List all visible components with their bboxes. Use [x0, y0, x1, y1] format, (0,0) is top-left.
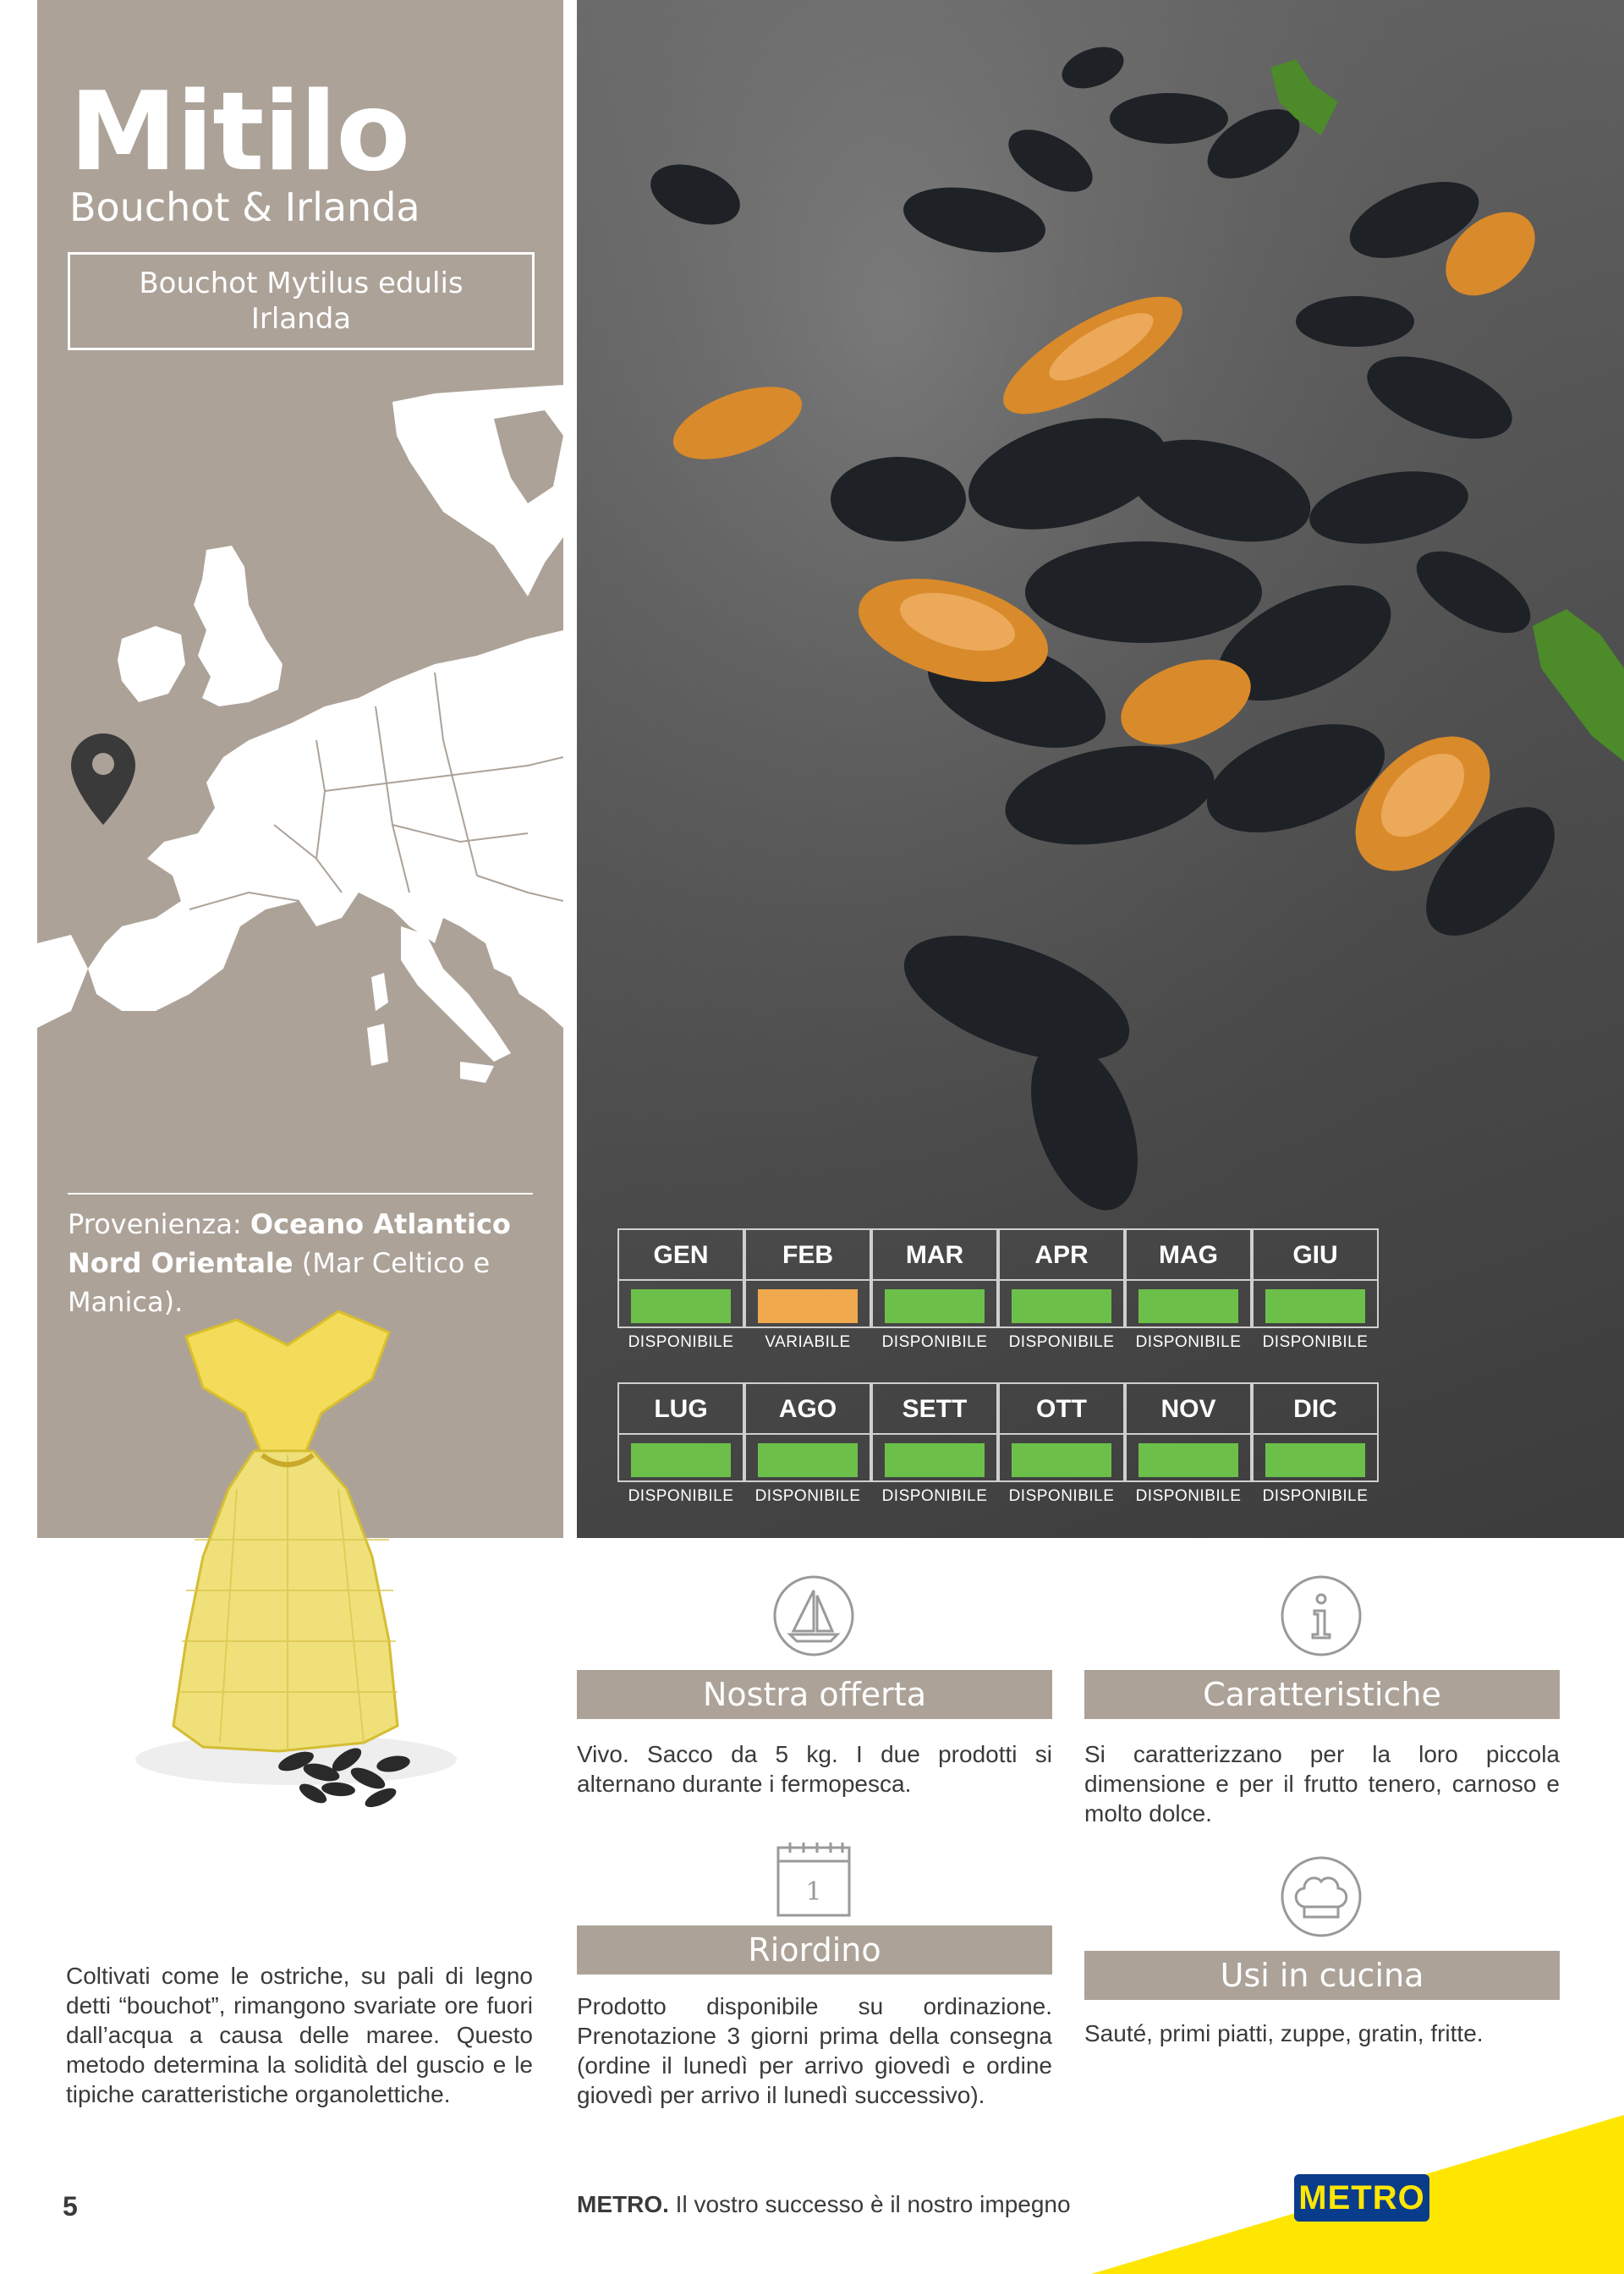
- availability-row-1: [617, 1228, 1380, 1351]
- month-cell: [617, 1228, 744, 1328]
- month-status: DISPONIBILE: [1008, 1487, 1115, 1505]
- section-title-riordino: Riordino: [577, 1925, 1052, 1975]
- availability-bar: [1138, 1443, 1238, 1477]
- footer-brand: METRO.: [577, 2191, 669, 2217]
- month-cell: [871, 1228, 998, 1328]
- sailboat-icon: [771, 1574, 856, 1658]
- metro-logo: METRO: [1294, 2174, 1429, 2222]
- month-status: DISPONIBILE: [1008, 1333, 1115, 1351]
- section-text-nostra-offerta: Vivo. Sacco da 5 kg. I due prodotti si alternano durante i fermopesca.: [577, 1741, 1052, 1797]
- month-status: DISPONIBILE: [881, 1333, 988, 1351]
- species-origin: Irlanda: [250, 302, 352, 336]
- calendar-day: 1: [805, 1877, 822, 1907]
- month-status: DISPONIBILE: [1262, 1333, 1369, 1351]
- info-icon: [1279, 1574, 1363, 1658]
- availability-bar: [631, 1443, 731, 1477]
- availability-bar: [1265, 1443, 1365, 1477]
- section-text-caratteristiche: Si caratterizzano per la loro piccola dimensione e per il frutto tenero, carnoso e molto dolce.: [1084, 1741, 1560, 1826]
- month-label: LUG: [619, 1384, 743, 1435]
- month-cell: [871, 1382, 998, 1482]
- provenance-label: Provenienza:: [68, 1208, 242, 1240]
- footer-slogan: [577, 2191, 1071, 2218]
- month-cell: [1252, 1228, 1379, 1328]
- month-label: DIC: [1254, 1384, 1377, 1435]
- month-status: DISPONIBILE: [881, 1487, 988, 1505]
- availability-bar: [1012, 1443, 1111, 1477]
- provenance-region: Oceano Atlantico Nord Orientale: [68, 1208, 511, 1279]
- month-cell: [998, 1382, 1125, 1482]
- month-status: DISPONIBILE: [1135, 1333, 1242, 1351]
- species-box: [68, 252, 535, 350]
- chef-hat-icon: [1279, 1854, 1363, 1939]
- availability-bar: [885, 1443, 985, 1477]
- month-label: FEB: [746, 1230, 870, 1281]
- footer-slogan-text: Il vostro successo è il nostro impegno: [675, 2191, 1071, 2217]
- month-label: NOV: [1127, 1384, 1250, 1435]
- availability-row-2: [617, 1382, 1380, 1505]
- availability-bar: [631, 1289, 731, 1323]
- divider: [68, 1193, 533, 1195]
- month-status: DISPONIBILE: [1135, 1487, 1242, 1505]
- section-title-caratteristiche: Caratteristiche: [1084, 1670, 1560, 1719]
- availability-bar: [1138, 1289, 1238, 1323]
- month-status: DISPONIBILE: [1262, 1487, 1369, 1505]
- availability-bar: [758, 1289, 858, 1323]
- month-label: MAR: [873, 1230, 996, 1281]
- section-text-usi-in-cucina: Sauté, primi piatti, zuppe, gratin, fritte.: [1084, 2020, 1484, 2046]
- section-title-nostra-offerta: Nostra offerta: [577, 1670, 1052, 1719]
- month-label: MAG: [1127, 1230, 1250, 1281]
- month-label: SETT: [873, 1384, 996, 1435]
- europe-map: [37, 385, 563, 1172]
- month-status: VARIABILE: [765, 1333, 851, 1351]
- availability-bar: [885, 1289, 985, 1323]
- month-label: OTT: [1000, 1384, 1123, 1435]
- mussel-sack-image: [93, 1286, 482, 1827]
- availability-bar: [1265, 1289, 1365, 1323]
- month-cell: [998, 1228, 1125, 1328]
- provenance-detail: (Mar Celtico e Manica).: [68, 1247, 491, 1318]
- species-name: Bouchot Mytilus edulis: [139, 266, 464, 300]
- month-label: GIU: [1254, 1230, 1377, 1281]
- availability-bar: [758, 1443, 858, 1477]
- section-title-usi-in-cucina: Usi in cucina: [1084, 1951, 1560, 2000]
- month-cell: [1252, 1382, 1379, 1482]
- calendar-icon: [771, 1836, 856, 1920]
- month-status: DISPONIBILE: [754, 1487, 861, 1505]
- section-text-riordino: Prodotto disponibile su ordinazione. Prenotazione 3 giorni prima della consegna (ordine il lunedì per arrivo giovedì e ordine giovedì per arrivo il lunedì successivo).: [577, 1993, 1052, 2108]
- month-status: DISPONIBILE: [628, 1333, 734, 1351]
- month-cell: [617, 1382, 744, 1482]
- product-subtitle: Bouchot & Irlanda: [69, 184, 420, 230]
- month-label: AGO: [746, 1384, 870, 1435]
- month-status: DISPONIBILE: [628, 1487, 734, 1505]
- month-cell: [1125, 1228, 1252, 1328]
- availability-bar: [1012, 1289, 1111, 1323]
- month-cell: [1125, 1382, 1252, 1482]
- page-number: 5: [63, 2191, 78, 2222]
- month-label: GEN: [619, 1230, 743, 1281]
- month-cell: [744, 1228, 871, 1328]
- month-label: APR: [1000, 1230, 1123, 1281]
- product-title: Mitilo: [69, 69, 410, 195]
- month-cell: [744, 1382, 871, 1482]
- product-description: Coltivati come le ostriche, su pali di legno detti “bouchot”, rimangono svariate ore fuori dall’acqua a causa delle maree. Questo metodo determina la solidità del guscio e le tipiche caratteristiche organolettiche.: [66, 1963, 533, 2107]
